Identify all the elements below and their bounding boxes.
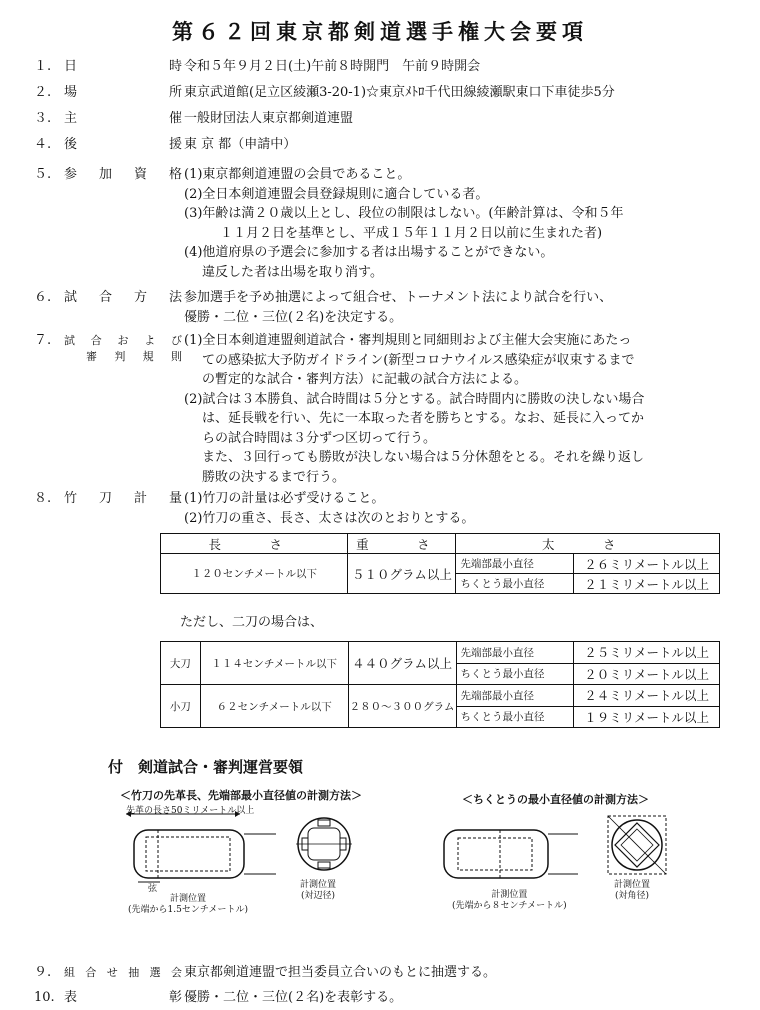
fig1-measure-position [128, 894, 248, 916]
section-label: 後援 [64, 137, 182, 152]
page-title: 第６２回東京都剣道選手権大会要項 [172, 19, 588, 44]
cell-weight: ２８０～３００グラム [348, 685, 456, 728]
section-line: 違反した者は出場を取り消す。 [202, 264, 383, 280]
section-number: ３. [34, 111, 52, 126]
cell-length: １２０センチメートル以下 [161, 554, 348, 594]
cell-tip-value: ２５ミリメートル以上 [574, 642, 720, 664]
section-number: 10. [34, 990, 55, 1005]
fig1-length-note: 先革の長さ50ミリメートル以上 [126, 806, 255, 816]
shinai-spec-table [160, 533, 720, 594]
cell-weight: ５１０グラム以上 [348, 554, 456, 594]
section-number: ８. [34, 491, 52, 506]
section-number: ２. [34, 85, 52, 100]
section-line: の暫定的な試合・審判方法）に記載の試合方法による。 [202, 372, 528, 387]
section-line: (2)試合は３本勝負、試合時間は５分とする。試合時間内に勝敗の決しない場合 [184, 391, 645, 407]
section-line: (1)全日本剣道連盟剣道試合・審判規則と同細則および主催大会実施にあたっ [184, 333, 632, 348]
cell-tip-value: ２４ミリメートル以上 [574, 685, 720, 707]
section-label: 日時 [64, 59, 182, 74]
fig2-measure-position [452, 890, 567, 912]
section-label: 場所 [64, 85, 182, 100]
fig1-end-sub: (対辺径) [300, 891, 336, 901]
cell-chikuto-label: ちくとう最小直径 [456, 706, 574, 728]
section-line: 令和５年９月２日(土)午前８時開門 午前９時開会 [184, 59, 481, 74]
section-line: (2)全日本剣道連盟会員登録規則に適合している者。 [184, 186, 489, 202]
section-line: 東京武道館(足立区綾瀬3-20-1)☆東京ﾒﾄﾛ千代田線綾瀬駅東口下車徒歩5分 [184, 85, 615, 100]
fig2-end-label: 計測位置 [614, 880, 651, 890]
section-label: 主催 [64, 111, 182, 126]
fig1-end-diagram [294, 812, 354, 876]
nito-spec-table [160, 641, 720, 728]
section-line: 参加選手を予め抽選によって組合せ、トーナメント法により試合を行い、 [184, 290, 613, 305]
fig2-measure-sub: (先端から８センチメートル) [452, 901, 567, 911]
section-line: 東京都剣道連盟で担当委員立合いのもとに抽選する。 [184, 965, 497, 980]
fig1-side-label: 弦 [148, 884, 158, 894]
cell-chikuto-value: ２１ミリメートル以上 [574, 574, 720, 594]
section-label: 試合および [64, 334, 182, 347]
section-line: ての感染拡大予防ガイドライン(新型コロナウイルス感染症が収束するまで [202, 352, 635, 368]
annex-title: 付 剣道試合・審判運営要領 [108, 758, 304, 776]
cell-chikuto-value: ２０ミリメートル以上 [574, 663, 720, 685]
fig1-measure-sub: (先端から1.5センチメートル) [128, 905, 248, 915]
fig1-end-position [300, 880, 336, 902]
fig2-tip-diagram [440, 818, 580, 888]
section-line: 優勝・二位・三位(２名)を決定する。 [184, 309, 403, 325]
section-label: 組合せ抽選会 [64, 966, 182, 979]
section-number: ９. [34, 965, 52, 980]
section-line: (1)竹刀の計量は必ず受けること。 [184, 491, 385, 506]
cell-tip-value: ２６ミリメートル以上 [574, 554, 720, 574]
cell-type: 大刀 [161, 642, 201, 685]
cell-type: 小刀 [161, 685, 201, 728]
section-label: 試合方法 [64, 290, 182, 305]
section-line: 優勝・二位・三位(２名)を表彰する。 [184, 990, 403, 1005]
cell-length: ６２センチメートル以下 [200, 685, 348, 728]
fig1-end-label: 計測位置 [300, 880, 337, 890]
header-length: 長 さ [161, 534, 348, 554]
section-label-line2: 審判規則 [86, 350, 182, 363]
section-line: 東 京 都（申請中） [184, 137, 297, 152]
cell-tip-label: 先端部最小直径 [456, 642, 574, 664]
section-line: は、延長戦を行い、先に一本取った者を勝ちとする。なお、延長に入ってか [202, 411, 645, 426]
section-line: 一般財団法人東京都剣道連盟 [184, 111, 354, 126]
fig2-end-diagram [602, 810, 672, 880]
section-line: (3)年齢は満２０歳以上とし、段位の制限はしない。(年齢計算は、令和５年 [184, 206, 624, 221]
section-line: (4)他道府県の予選会に参加する者は出場することができない。 [184, 245, 554, 260]
section-label: 竹刀計量 [64, 491, 182, 506]
section-line: (1)東京都剣道連盟の会員であること。 [184, 167, 411, 182]
section-line: らの試合時間は３分ずつ区切って行う。 [202, 430, 437, 446]
cell-tip-label: 先端部最小直径 [456, 554, 574, 574]
fig1-caption: ＜竹刀の先革長、先端部最小直径値の計測方法＞ [120, 789, 362, 802]
section-label: 表彰 [64, 990, 182, 1005]
cell-chikuto-label: ちくとう最小直径 [456, 663, 574, 685]
fig2-caption: ＜ちくとうの最小直径値の計測方法＞ [462, 793, 649, 806]
cell-length: １１４センチメートル以下 [200, 642, 348, 685]
cell-chikuto-value: １９ミリメートル以上 [574, 706, 720, 728]
cell-weight: ４４０グラム以上 [348, 642, 456, 685]
fig2-measure-label: 計測位置 [491, 890, 528, 900]
section-number: ６. [34, 290, 52, 305]
section-line: １１月２日を基準とし、平成１５年１１月２日以前に生まれた者) [220, 225, 603, 241]
section-number: ５. [34, 167, 52, 182]
section-line: 勝敗の決するまで行う。 [202, 469, 346, 485]
fig2-end-position [614, 880, 650, 902]
fig1-tip-diagram [118, 808, 278, 888]
section-line: (2)竹刀の重さ、長さ、太さは次のとおりとする。 [184, 510, 475, 526]
section-number: １. [34, 59, 52, 74]
section-label: 参加資格 [64, 167, 182, 182]
nito-note: ただし、二刀の場合は、 [180, 615, 324, 630]
header-weight: 重 さ [348, 534, 456, 554]
section-line: また、３回行っても勝敗が決しない場合は５分休憩をとる。それを繰り返し [202, 450, 645, 465]
fig2-end-sub: (対角径) [614, 891, 650, 901]
section-number: ７. [34, 333, 52, 348]
cell-tip-label: 先端部最小直径 [456, 685, 574, 707]
fig1-measure-label: 計測位置 [169, 894, 206, 904]
header-thickness: 太 さ [456, 534, 720, 554]
section-number: ４. [34, 137, 52, 152]
cell-chikuto-label: ちくとう最小直径 [456, 574, 574, 594]
